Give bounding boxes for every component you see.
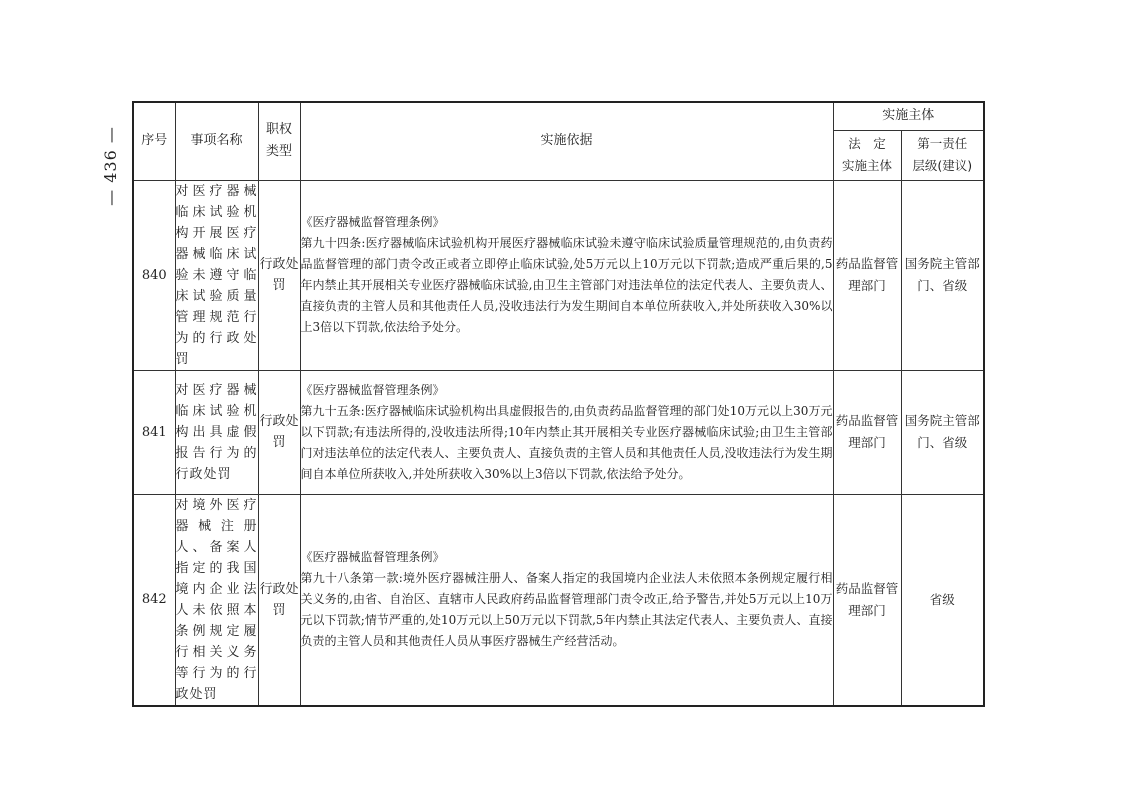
row-article-text: 第九十八条第一款:境外医疗器械注册人、备案人指定的我国境内企业法人未依照本条例规定履行相关义务的,由省、自治区、直辖市人民政府药品监督管理部门责令改正,给予警告,并处5万元以上10万元以下罚款;情节严重的,处10万元以上50万元以下罚款,5年内禁止其法定代表人、主要负责人、直接负责的主管人员和其他责任人员从事医疗器械生产经营活动。 (300, 571, 833, 648)
row-first-level: 国务院主管部门、省级 (901, 370, 984, 494)
row-legal-subject: 药品监督管理部门 (833, 180, 901, 370)
page-number (86, 116, 126, 216)
header-seq: 序号 (133, 102, 175, 180)
table-row (133, 370, 984, 494)
row-basis (300, 370, 833, 494)
row-power-type: 行政处罚 (258, 494, 300, 706)
row-first-level: 省级 (901, 494, 984, 706)
row-power-type: 行政处罚 (258, 370, 300, 494)
row-basis (300, 180, 833, 370)
header-power-type-text: 职权类型 (265, 122, 292, 160)
row-power-type: 行政处罚 (258, 180, 300, 370)
row-item-name: 对医疗器械临床试验机构开展医疗器械临床试验未遵守临床试验质量管理规范行为的行政处罚 (175, 180, 258, 370)
header-basis: 实施依据 (300, 102, 833, 180)
row-item-name: 对境外医疗器械注册人、备案人指定的我国境内企业法人未依照本条例规定履行相关义务等行为的行政处罚 (175, 494, 258, 706)
header-first-level: 第一责任 层级(建议) (901, 130, 984, 180)
header-item-name: 事项名称 (175, 102, 258, 180)
row-law-title: 《医疗器械监督管理条例》 (300, 550, 445, 564)
row-article-text: 第九十五条:医疗器械临床试验机构出具虚假报告的,由负责药品监督管理的部门处10万元以上30万元以下罚款;有违法所得的,没收违法所得;10年内禁止其开展相关专业医疗器械临床试验;由卫生主管部门对违法单位的法定代表人、主要负责人、直接负责的主管人员和其他责任人员,没收违法行为发生期间自本单位所获收入,并处所获收入30%以上3倍以下罚款,依法给予处分。 (300, 403, 833, 481)
row-seq: 840 (133, 180, 175, 370)
header-legal-subject: 法 定 实施主体 (833, 130, 901, 180)
row-first-level: 国务院主管部门、省级 (901, 180, 984, 370)
row-seq: 841 (133, 370, 175, 494)
header-power-type (258, 102, 300, 180)
row-legal-subject: 药品监督管理部门 (833, 370, 901, 494)
row-law-title: 《医疗器械监督管理条例》 (300, 382, 445, 397)
row-law-title: 《医疗器械监督管理条例》 (300, 215, 445, 229)
row-item-name: 对医疗器械临床试验机构出具虚假报告行为的行政处罚 (175, 370, 258, 494)
table-row (133, 494, 984, 706)
row-basis (300, 494, 833, 706)
row-article-text: 第九十四条:医疗器械临床试验机构开展医疗器械临床试验未遵守临床试验质量管理规范的,由负责药品监督管理的部门责令改正或者立即停止临床试验,处5万元以上10万元以下罚款;造成严重后果的,5年内禁止其开展相关专业医疗器械临床试验,由卫生主管部门对违法单位的法定代表人、主要负责人、直接负责的主管人员和其他责任人员,没收违法行为发生期间自本单位所获收入,并处所获收入30%以上3倍以下罚款,依法给予处分。 (300, 236, 833, 334)
power-list-table (132, 101, 985, 707)
table-row (133, 180, 984, 370)
header-subject-group: 实施主体 (833, 102, 984, 130)
row-seq: 842 (133, 494, 175, 706)
row-legal-subject: 药品监督管理部门 (833, 494, 901, 706)
page-number-text: — 436 — (101, 126, 120, 206)
table-header (133, 102, 984, 180)
